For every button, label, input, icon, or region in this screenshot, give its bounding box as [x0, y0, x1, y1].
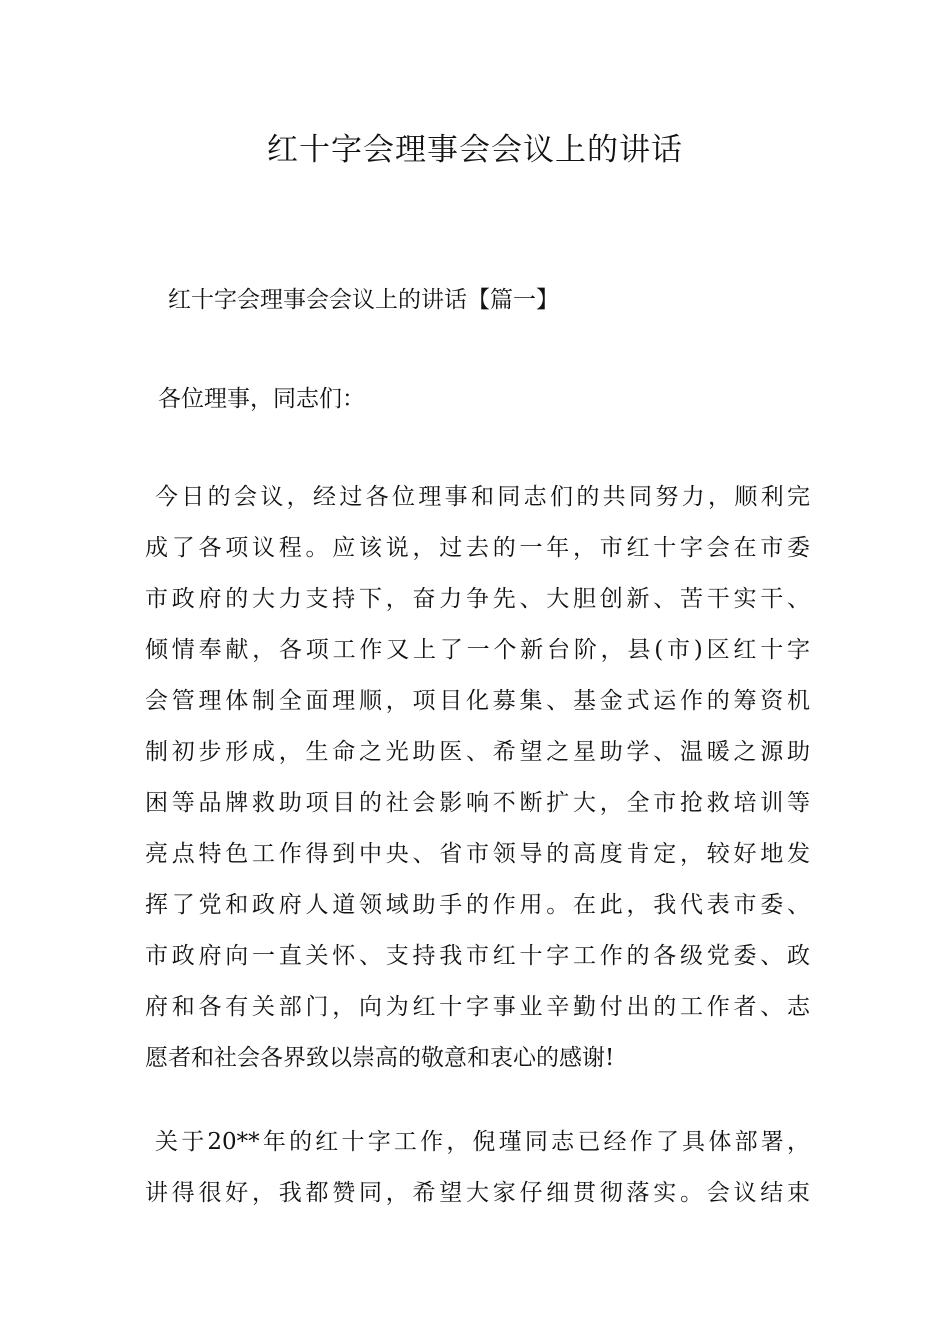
section-heading: 红十字会理事会会议上的讲话【篇一】 [168, 287, 559, 313]
document-title: 红十字会理事会会议上的讲话 [267, 132, 683, 168]
paragraph-line: 府和各有关部门，向为红十字事业辛勤付出的工作者、志 [145, 994, 810, 1020]
paragraph-line: 亮点特色工作得到中央、省市领导的高度肯定，较好地发 [145, 841, 810, 867]
paragraph-line: 成了各项议程。应该说，过去的一年，市红十字会在市委 [145, 535, 810, 561]
paragraph-line: 关于20**年的红十字工作，倪瑾同志已经作了具体部署， [155, 1129, 810, 1155]
paragraph-line: 制初步形成，生命之光助医、希望之星助学、温暖之源助 [145, 739, 810, 765]
paragraph-line: 挥了党和政府人道领域助手的作用。在此，我代表市委、 [145, 892, 810, 918]
paragraph-2 [145, 1117, 810, 1219]
paragraph-line: 愿者和社会各界致以崇高的敬意和衷心的感谢! [145, 1045, 615, 1071]
paragraph-line: 今日的会议，经过各位理事和同志们的共同努力，顺利完 [155, 484, 810, 510]
salutation: 各位理事，同志们： [158, 386, 365, 412]
paragraph-line: 市政府向一直关怀、支持我市红十字工作的各级党委、政 [145, 943, 810, 969]
paragraph-1 [145, 472, 810, 1084]
paragraph-line: 倾情奉献，各项工作又上了一个新台阶，县(市)区红十字 [145, 637, 810, 663]
paragraph-line: 困等品牌救助项目的社会影响不断扩大，全市抢救培训等 [145, 790, 810, 816]
paragraph-line: 市政府的大力支持下，奋力争先、大胆创新、苦干实干、 [145, 586, 810, 612]
paragraph-line: 讲得很好，我都赞同，希望大家仔细贯彻落实。会议结束 [145, 1180, 810, 1206]
paragraph-line: 会管理体制全面理顺，项目化募集、基金式运作的筹资机 [145, 688, 810, 714]
